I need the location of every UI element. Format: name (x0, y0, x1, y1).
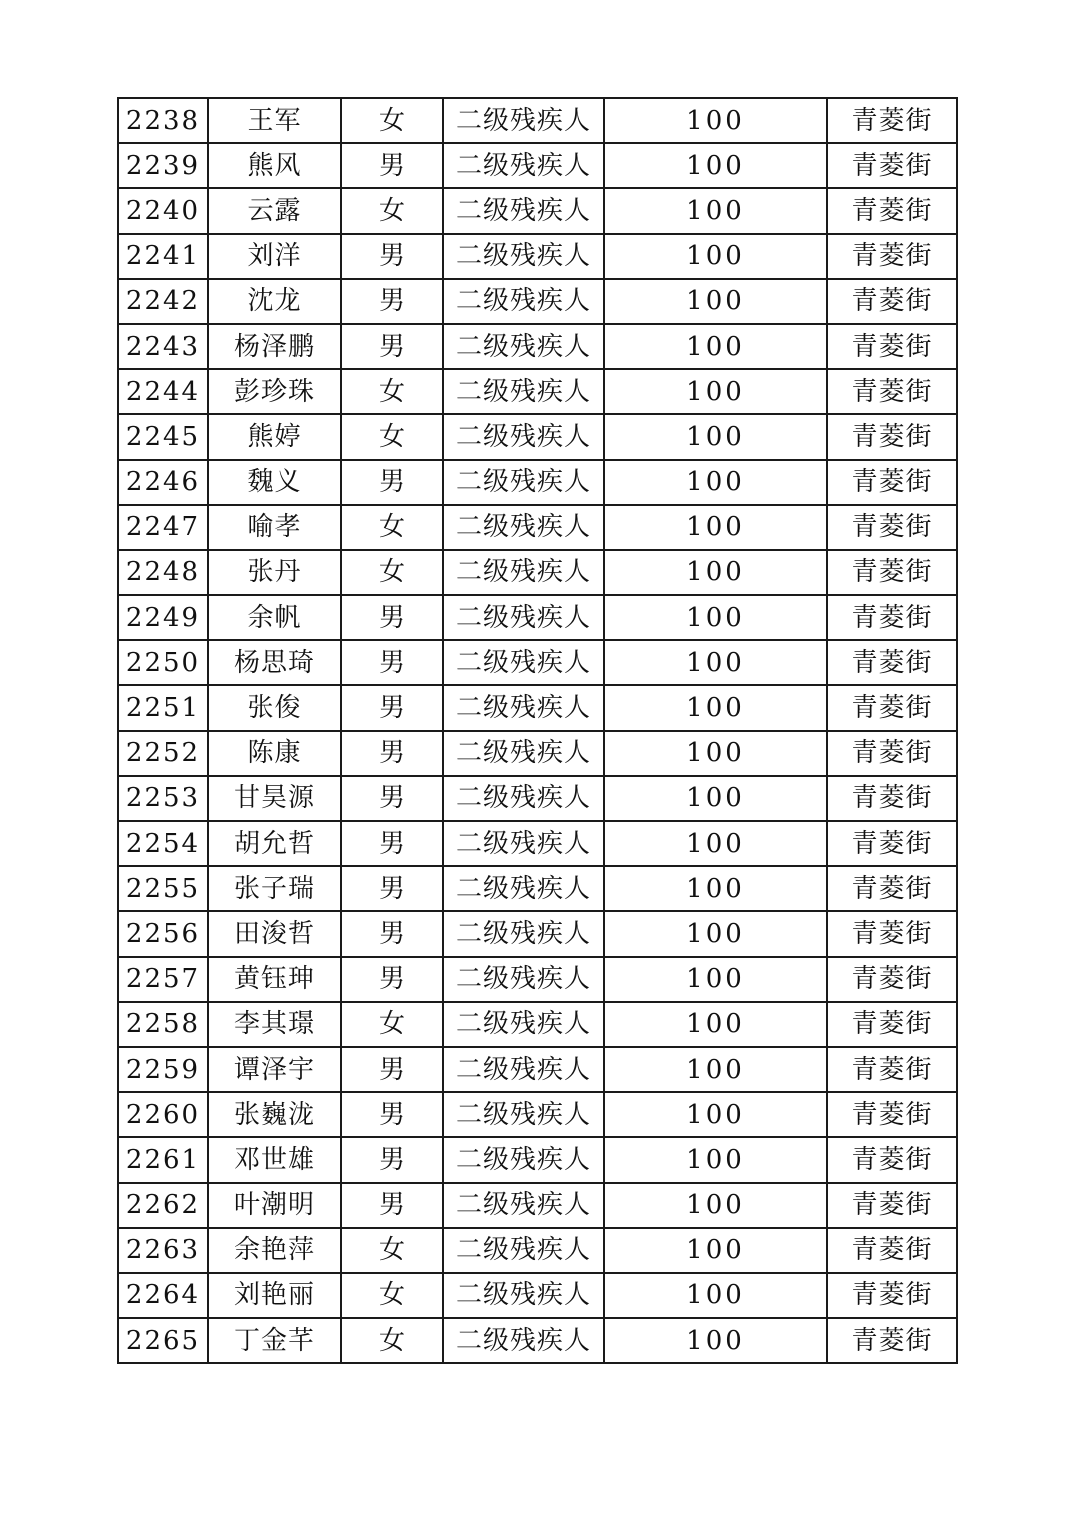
table-row (118, 1228, 957, 1273)
disability-level-cell: 二级残疾人 (443, 640, 604, 685)
gender-cell: 男 (341, 234, 443, 279)
amount-cell: 100 (604, 1183, 827, 1228)
gender-cell: 男 (341, 640, 443, 685)
record-number-cell: 2253 (118, 776, 208, 821)
table-row (118, 414, 957, 459)
person-name-cell: 魏义 (208, 460, 341, 505)
gender-cell: 女 (341, 188, 443, 233)
table-row (118, 369, 957, 414)
gender-cell: 男 (341, 279, 443, 324)
street-cell: 青菱街 (827, 595, 957, 640)
amount-cell: 100 (604, 324, 827, 369)
record-number-cell: 2260 (118, 1092, 208, 1137)
amount-cell: 100 (604, 595, 827, 640)
amount-cell: 100 (604, 640, 827, 685)
amount-cell: 100 (604, 1137, 827, 1182)
gender-cell: 男 (341, 1092, 443, 1137)
table-row (118, 957, 957, 1002)
person-name-cell: 谭泽宇 (208, 1047, 341, 1092)
disability-level-cell: 二级残疾人 (443, 279, 604, 324)
disability-level-cell: 二级残疾人 (443, 369, 604, 414)
gender-cell: 男 (341, 460, 443, 505)
person-name-cell: 陈康 (208, 731, 341, 776)
table-row (118, 234, 957, 279)
street-cell: 青菱街 (827, 188, 957, 233)
street-cell: 青菱街 (827, 776, 957, 821)
disability-level-cell: 二级残疾人 (443, 595, 604, 640)
gender-cell: 男 (341, 685, 443, 730)
gender-cell: 男 (341, 776, 443, 821)
disability-level-cell: 二级残疾人 (443, 957, 604, 1002)
amount-cell: 100 (604, 1318, 827, 1363)
record-number-cell: 2244 (118, 369, 208, 414)
person-name-cell: 张巍泷 (208, 1092, 341, 1137)
table-row (118, 279, 957, 324)
disability-level-cell: 二级残疾人 (443, 143, 604, 188)
table-row (118, 1318, 957, 1363)
street-cell: 青菱街 (827, 505, 957, 550)
disability-level-cell: 二级残疾人 (443, 1273, 604, 1318)
person-name-cell: 邓世雄 (208, 1137, 341, 1182)
disability-level-cell: 二级残疾人 (443, 866, 604, 911)
amount-cell: 100 (604, 414, 827, 459)
record-number-cell: 2251 (118, 685, 208, 730)
table-row (118, 98, 957, 143)
street-cell: 青菱街 (827, 550, 957, 595)
street-cell: 青菱街 (827, 234, 957, 279)
gender-cell: 女 (341, 505, 443, 550)
record-number-cell: 2243 (118, 324, 208, 369)
street-cell: 青菱街 (827, 731, 957, 776)
record-number-cell: 2245 (118, 414, 208, 459)
record-number-cell: 2265 (118, 1318, 208, 1363)
table-row (118, 731, 957, 776)
gender-cell: 男 (341, 911, 443, 956)
disability-level-cell: 二级残疾人 (443, 324, 604, 369)
disability-level-cell: 二级残疾人 (443, 911, 604, 956)
disability-level-cell: 二级残疾人 (443, 731, 604, 776)
table-row (118, 1092, 957, 1137)
street-cell: 青菱街 (827, 640, 957, 685)
table-row (118, 911, 957, 956)
street-cell: 青菱街 (827, 1047, 957, 1092)
person-name-cell: 余帆 (208, 595, 341, 640)
street-cell: 青菱街 (827, 957, 957, 1002)
amount-cell: 100 (604, 550, 827, 595)
street-cell: 青菱街 (827, 1183, 957, 1228)
disability-level-cell: 二级残疾人 (443, 776, 604, 821)
table-row (118, 1137, 957, 1182)
table-row (118, 188, 957, 233)
gender-cell: 女 (341, 1228, 443, 1273)
person-name-cell: 杨思琦 (208, 640, 341, 685)
amount-cell: 100 (604, 460, 827, 505)
street-cell: 青菱街 (827, 1273, 957, 1318)
gender-cell: 男 (341, 957, 443, 1002)
table-row (118, 1183, 957, 1228)
table-row (118, 460, 957, 505)
person-name-cell: 杨泽鹏 (208, 324, 341, 369)
table-row (118, 324, 957, 369)
street-cell: 青菱街 (827, 460, 957, 505)
record-number-cell: 2258 (118, 1002, 208, 1047)
gender-cell: 男 (341, 595, 443, 640)
street-cell: 青菱街 (827, 414, 957, 459)
disability-level-cell: 二级残疾人 (443, 1183, 604, 1228)
amount-cell: 100 (604, 505, 827, 550)
record-number-cell: 2246 (118, 460, 208, 505)
table-row (118, 550, 957, 595)
person-name-cell: 张俊 (208, 685, 341, 730)
amount-cell: 100 (604, 1228, 827, 1273)
disability-subsidy-table (117, 97, 958, 1364)
table-row (118, 1273, 957, 1318)
gender-cell: 男 (341, 143, 443, 188)
record-number-cell: 2250 (118, 640, 208, 685)
street-cell: 青菱街 (827, 821, 957, 866)
record-number-cell: 2256 (118, 911, 208, 956)
person-name-cell: 胡允哲 (208, 821, 341, 866)
amount-cell: 100 (604, 866, 827, 911)
gender-cell: 男 (341, 821, 443, 866)
person-name-cell: 黄钰珅 (208, 957, 341, 1002)
record-number-cell: 2259 (118, 1047, 208, 1092)
street-cell: 青菱街 (827, 324, 957, 369)
table-row (118, 1002, 957, 1047)
disability-level-cell: 二级残疾人 (443, 1318, 604, 1363)
person-name-cell: 余艳萍 (208, 1228, 341, 1273)
amount-cell: 100 (604, 1002, 827, 1047)
disability-level-cell: 二级残疾人 (443, 550, 604, 595)
gender-cell: 女 (341, 550, 443, 595)
record-number-cell: 2257 (118, 957, 208, 1002)
record-number-cell: 2263 (118, 1228, 208, 1273)
record-number-cell: 2254 (118, 821, 208, 866)
street-cell: 青菱街 (827, 98, 957, 143)
record-number-cell: 2241 (118, 234, 208, 279)
gender-cell: 女 (341, 98, 443, 143)
person-name-cell: 熊婷 (208, 414, 341, 459)
person-name-cell: 王军 (208, 98, 341, 143)
disability-level-cell: 二级残疾人 (443, 1092, 604, 1137)
street-cell: 青菱街 (827, 279, 957, 324)
amount-cell: 100 (604, 821, 827, 866)
street-cell: 青菱街 (827, 143, 957, 188)
table-row (118, 595, 957, 640)
street-cell: 青菱街 (827, 1137, 957, 1182)
person-name-cell: 喻孝 (208, 505, 341, 550)
amount-cell: 100 (604, 369, 827, 414)
table-row (118, 821, 957, 866)
amount-cell: 100 (604, 188, 827, 233)
person-name-cell: 张子瑞 (208, 866, 341, 911)
record-number-cell: 2238 (118, 98, 208, 143)
disability-level-cell: 二级残疾人 (443, 414, 604, 459)
disability-level-cell: 二级残疾人 (443, 1228, 604, 1273)
amount-cell: 100 (604, 685, 827, 730)
disability-level-cell: 二级残疾人 (443, 1002, 604, 1047)
street-cell: 青菱街 (827, 866, 957, 911)
person-name-cell: 熊风 (208, 143, 341, 188)
person-name-cell: 云露 (208, 188, 341, 233)
amount-cell: 100 (604, 731, 827, 776)
gender-cell: 男 (341, 1137, 443, 1182)
gender-cell: 女 (341, 1273, 443, 1318)
record-number-cell: 2242 (118, 279, 208, 324)
table-body (118, 98, 957, 1363)
record-number-cell: 2247 (118, 505, 208, 550)
person-name-cell: 沈龙 (208, 279, 341, 324)
record-number-cell: 2248 (118, 550, 208, 595)
street-cell: 青菱街 (827, 369, 957, 414)
gender-cell: 女 (341, 1002, 443, 1047)
record-number-cell: 2252 (118, 731, 208, 776)
person-name-cell: 彭珍珠 (208, 369, 341, 414)
disability-level-cell: 二级残疾人 (443, 821, 604, 866)
gender-cell: 男 (341, 731, 443, 776)
street-cell: 青菱街 (827, 1092, 957, 1137)
gender-cell: 女 (341, 414, 443, 459)
record-number-cell: 2240 (118, 188, 208, 233)
amount-cell: 100 (604, 1047, 827, 1092)
person-name-cell: 丁金芊 (208, 1318, 341, 1363)
disability-level-cell: 二级残疾人 (443, 1047, 604, 1092)
amount-cell: 100 (604, 279, 827, 324)
person-name-cell: 张丹 (208, 550, 341, 595)
amount-cell: 100 (604, 776, 827, 821)
amount-cell: 100 (604, 957, 827, 1002)
person-name-cell: 刘洋 (208, 234, 341, 279)
gender-cell: 女 (341, 369, 443, 414)
amount-cell: 100 (604, 98, 827, 143)
disability-level-cell: 二级残疾人 (443, 460, 604, 505)
street-cell: 青菱街 (827, 911, 957, 956)
person-name-cell: 李其璟 (208, 1002, 341, 1047)
table-row (118, 143, 957, 188)
amount-cell: 100 (604, 911, 827, 956)
disability-level-cell: 二级残疾人 (443, 685, 604, 730)
amount-cell: 100 (604, 234, 827, 279)
table-row (118, 505, 957, 550)
street-cell: 青菱街 (827, 1002, 957, 1047)
disability-level-cell: 二级残疾人 (443, 234, 604, 279)
person-name-cell: 甘昊源 (208, 776, 341, 821)
person-name-cell: 田浚哲 (208, 911, 341, 956)
amount-cell: 100 (604, 1092, 827, 1137)
record-number-cell: 2262 (118, 1183, 208, 1228)
record-number-cell: 2261 (118, 1137, 208, 1182)
table-row (118, 1047, 957, 1092)
gender-cell: 男 (341, 1047, 443, 1092)
person-name-cell: 叶潮明 (208, 1183, 341, 1228)
amount-cell: 100 (604, 143, 827, 188)
disability-level-cell: 二级残疾人 (443, 98, 604, 143)
record-number-cell: 2239 (118, 143, 208, 188)
street-cell: 青菱街 (827, 1228, 957, 1273)
gender-cell: 男 (341, 866, 443, 911)
gender-cell: 女 (341, 1318, 443, 1363)
amount-cell: 100 (604, 1273, 827, 1318)
record-number-cell: 2264 (118, 1273, 208, 1318)
gender-cell: 男 (341, 1183, 443, 1228)
gender-cell: 男 (341, 324, 443, 369)
table-row (118, 866, 957, 911)
street-cell: 青菱街 (827, 1318, 957, 1363)
record-number-cell: 2249 (118, 595, 208, 640)
table-row (118, 776, 957, 821)
record-number-cell: 2255 (118, 866, 208, 911)
disability-level-cell: 二级残疾人 (443, 188, 604, 233)
table-row (118, 685, 957, 730)
disability-level-cell: 二级残疾人 (443, 505, 604, 550)
table-row (118, 640, 957, 685)
street-cell: 青菱街 (827, 685, 957, 730)
disability-level-cell: 二级残疾人 (443, 1137, 604, 1182)
person-name-cell: 刘艳丽 (208, 1273, 341, 1318)
